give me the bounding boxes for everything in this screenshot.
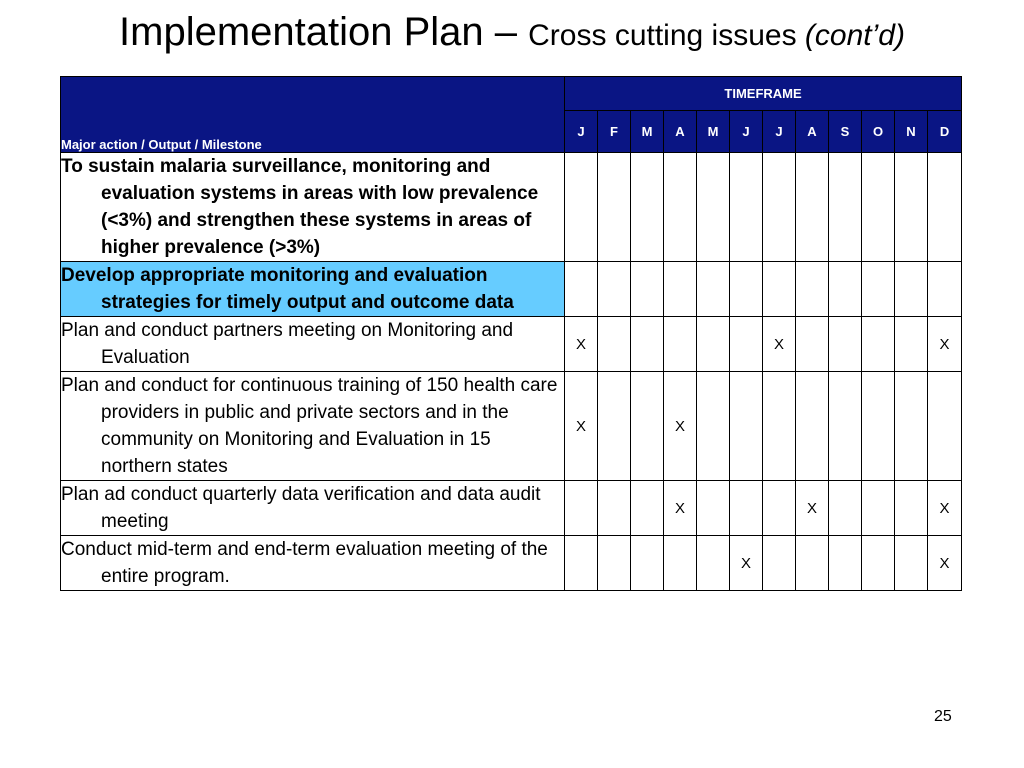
table-row [61,536,962,591]
month-header: J [730,111,763,153]
timeframe-cell [928,262,962,317]
timeframe-cell: X [730,536,763,591]
table-row [61,262,962,317]
timeframe-cell [895,481,928,536]
timeframe-cell [796,153,829,262]
timeframe-cell [928,153,962,262]
table-body [61,153,962,591]
timeframe-cell [829,153,862,262]
table-row [61,372,962,481]
timeframe-cell: X [664,372,697,481]
timeframe-cell [796,372,829,481]
header-timeframe: TIMEFRAME [565,77,962,111]
timeframe-cell [796,536,829,591]
timeframe-cell [664,262,697,317]
timeframe-cell [862,153,895,262]
timeframe-cell [730,317,763,372]
timeframe-cell [598,317,631,372]
timeframe-cell [697,317,730,372]
timeframe-cell: X [664,481,697,536]
timeframe-cell [862,536,895,591]
timeframe-cell [862,262,895,317]
month-header: J [763,111,796,153]
timeframe-cell: X [928,317,962,372]
month-header: S [829,111,862,153]
action-cell [61,481,565,536]
timeframe-cell [763,536,796,591]
timeframe-cell [697,262,730,317]
timeframe-cell [631,262,664,317]
action-cell [61,262,565,317]
timeframe-cell [730,372,763,481]
timeframe-cell [730,153,763,262]
month-header: O [862,111,895,153]
timeframe-cell [895,372,928,481]
timeframe-cell [697,536,730,591]
timeframe-cell [631,536,664,591]
action-text: Conduct mid-term and end-term evaluation meeting of the entire program. [61,539,548,587]
timeframe-cell: X [565,372,598,481]
timeframe-cell [631,481,664,536]
timeframe-cell: X [928,481,962,536]
timeframe-cell [862,481,895,536]
timeframe-cell [829,372,862,481]
timeframe-cell [565,536,598,591]
table-row [61,153,962,262]
action-text: Plan ad conduct quarterly data verification and data audit meeting [61,484,541,532]
header-row-timeframe [61,77,962,111]
month-header: J [565,111,598,153]
action-text: Plan and conduct partners meeting on Monitoring and Evaluation [61,320,514,368]
timeframe-cell [862,317,895,372]
title-sub: Cross cutting issues [528,19,805,52]
timeframe-cell [796,317,829,372]
page-number: 25 [934,708,952,725]
timeframe-cell [763,262,796,317]
timeframe-cell [895,536,928,591]
month-header: M [697,111,730,153]
timeframe-cell [763,153,796,262]
timeframe-cell [895,317,928,372]
timeframe-cell [829,481,862,536]
timeframe-cell [631,372,664,481]
timeframe-cell [565,262,598,317]
timeframe-cell [598,372,631,481]
timeframe-cell [895,262,928,317]
timeframe-cell [697,153,730,262]
action-cell [61,153,565,262]
title-emphasis: (cont’d) [804,19,905,52]
timeframe-cell [730,262,763,317]
timeframe-cell: X [763,317,796,372]
timeframe-cell [697,372,730,481]
action-cell [61,317,565,372]
implementation-plan-table [60,76,962,591]
timeframe-cell: X [796,481,829,536]
action-text: To sustain malaria surveillance, monitoring and evaluation systems in areas with low prevalence (<3%) and strengthen these systems in areas of higher prevalence (>3%) [61,156,539,258]
timeframe-cell [895,153,928,262]
title-main: Implementation Plan – [119,10,529,54]
timeframe-cell [730,481,763,536]
timeframe-cell [631,317,664,372]
timeframe-cell: X [565,317,598,372]
timeframe-cell [598,481,631,536]
month-header: M [631,111,664,153]
timeframe-cell [565,481,598,536]
month-header: A [796,111,829,153]
timeframe-cell [565,153,598,262]
action-text: Develop appropriate monitoring and evaluation strategies for timely output and outcome data [61,265,514,313]
timeframe-cell [829,317,862,372]
month-header: F [598,111,631,153]
table-row [61,481,962,536]
timeframe-cell [664,536,697,591]
timeframe-cell [829,536,862,591]
action-text: Plan and conduct for continuous training of 150 health care providers in public and private sectors and in the community on Monitoring and Evaluation in 15 northern states [61,375,558,477]
timeframe-cell: X [928,536,962,591]
timeframe-cell [829,262,862,317]
month-header: D [928,111,962,153]
timeframe-cell [763,481,796,536]
slide-title [0,10,1024,55]
timeframe-cell [763,372,796,481]
action-cell [61,372,565,481]
timeframe-cell [862,372,895,481]
action-cell [61,536,565,591]
timeframe-cell [598,153,631,262]
timeframe-cell [796,262,829,317]
timeframe-cell [631,153,664,262]
timeframe-cell [928,372,962,481]
timeframe-cell [664,317,697,372]
timeframe-cell [664,153,697,262]
month-header: A [664,111,697,153]
timeframe-cell [598,262,631,317]
timeframe-cell [697,481,730,536]
table-row [61,317,962,372]
timeframe-cell [598,536,631,591]
header-major-action: Major action / Output / Milestone [61,77,565,153]
month-header: N [895,111,928,153]
